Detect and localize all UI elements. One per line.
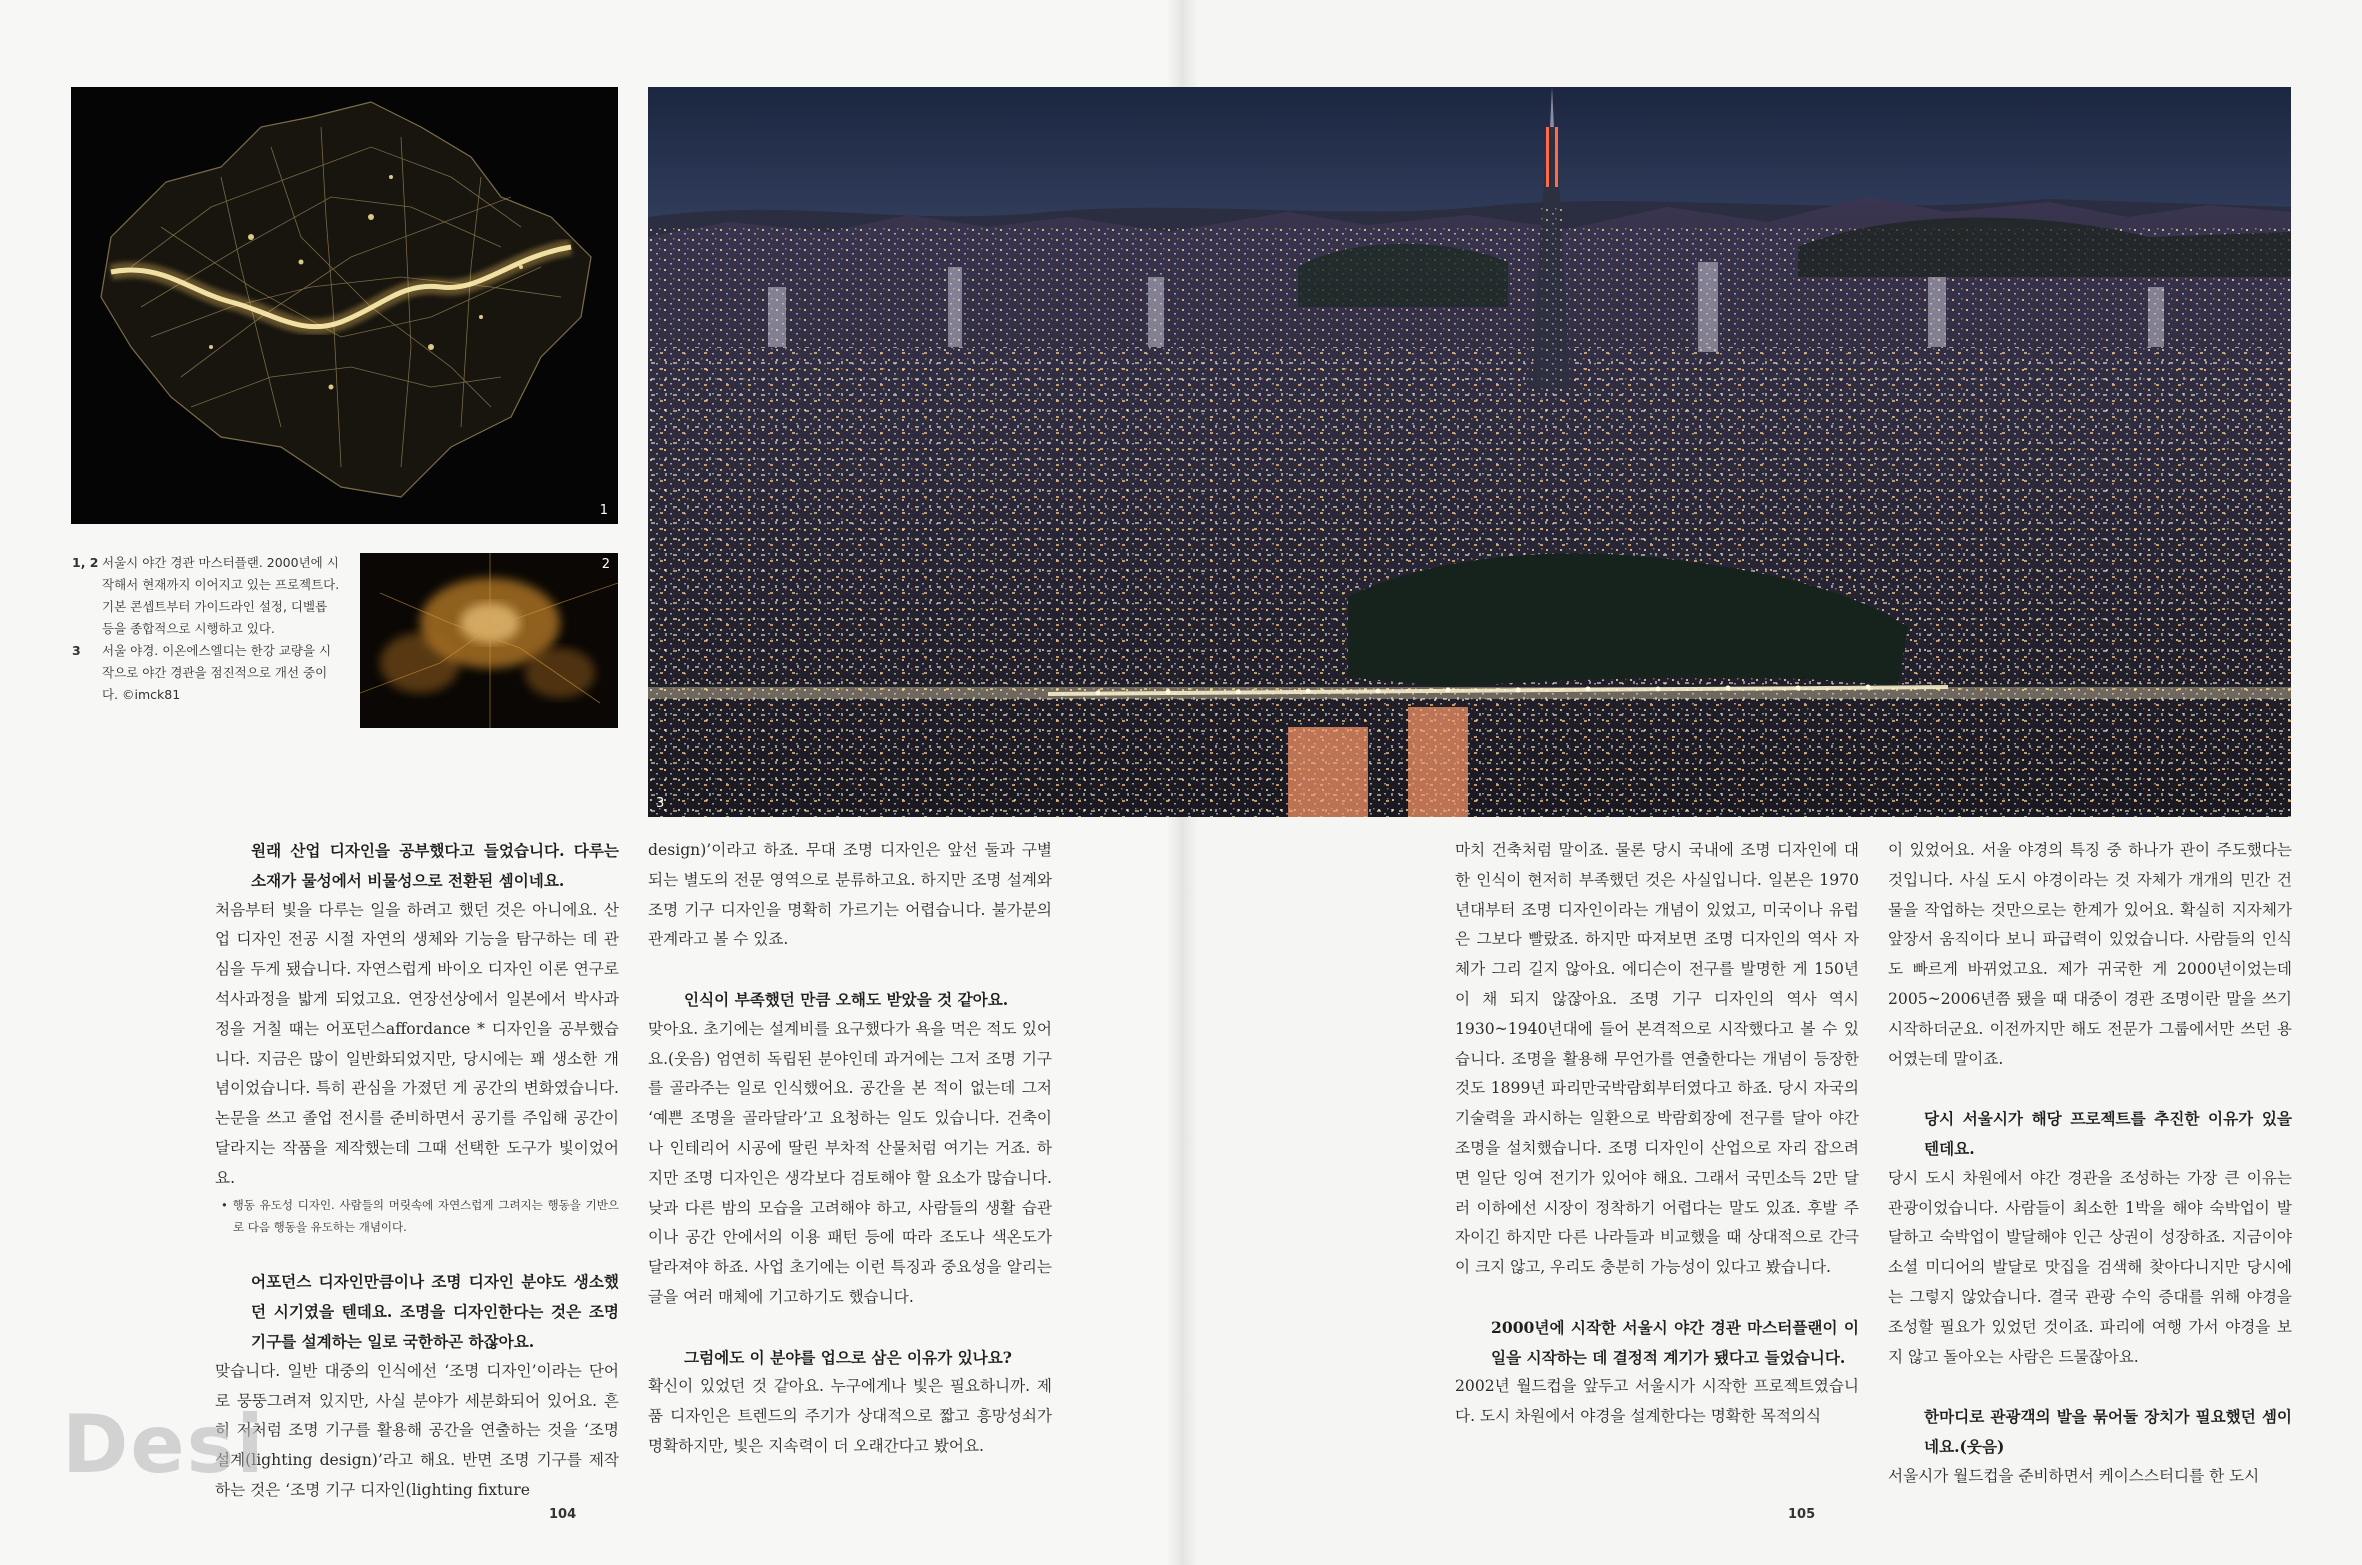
interview-question: 2000년에 시작한 서울시 야간 경관 마스터플랜이 이 일을 시작하는 데 결정적 계기가 됐다고 들었습니다.: [1491, 1317, 1859, 1367]
image-number-2: 2: [601, 557, 610, 572]
interview-answer: 맞습니다. 일반 대중의 인식에선 ‘조명 디자인’이라는 단어로 뭉뚱그려져 있지만, 사실 분야가 세분화되어 있어요. 흔히 저처럼 조명 기구를 활용해 공간을 연출하는 것을 ‘조명 설계(lighting design)’라고 해요. 반면 조명 기구를 제작하는 것은 ‘조명 기구 디자인(lighting fixture: [215, 1361, 619, 1499]
interview-question: 한마디로 관광객의 발을 묶어둘 장치가 필요했던 셈이네요.(웃음): [1924, 1407, 2292, 1456]
right-page-column-1: [1455, 836, 1859, 1432]
interview-answer: 맞아요. 초기에는 설계비를 요구했다가 욕을 먹은 적도 있어요.(웃음) 엄연히 독립된 분야인데 과거에는 그저 조명 기구를 골라주는 일로 인식했어요. 공간을 본 적이 없는데 그저 ‘예쁜 조명을 골라달라’고 요청하는 일도 있습니다. 건축이나 인테리어 시공에 딸린 부차적 산물처럼 여기는 거죠. 하지만 조명 디자인은 생각보다 검토해야 할 요소가 많습니다. 낮과 다른 밤의 모습을 고려해야 하고, 사람들의 생활 습관이나 공간 안에서의 이용 패턴 등에 따라 조도나 색온도가 달라져야 하죠. 사업 초기에는 이런 특징과 중요성을 알리는 글을 여러 매체에 기고하기도 했습니다.: [648, 1019, 1052, 1306]
interview-answer: 처음부터 빛을 다루는 일을 하려고 했던 것은 아니에요. 산업 디자인 전공 시절 자연의 생체와 기능을 탐구하는 데 관심을 두게 됐습니다. 자연스럽게 바이오 디자인 이론 연구로 석사과정을 밟게 되었고요. 연장선상에서 일본에서 박사과정을 거칠 때는 어포던스affordance * 디자인을 공부했습니다. 지금은 많이 일반화되었지만, 당시에는 꽤 생소한 개념이었습니다. 특히 관심을 가졌던 게 공간의 변화였습니다. 논문을 쓰고 졸업 전시를 준비하면서 공기를 주입해 공간이 달라지는 작품을 제작했는데 그때 선택한 도구가 빛이었어요.: [215, 900, 619, 1187]
interview-question: 그럼에도 이 분야를 업으로 삼은 이유가 있나요?: [684, 1347, 1012, 1367]
cityscape-graphic: [648, 87, 2291, 817]
interview-question: 당시 서울시가 해당 프로젝트를 추진한 이유가 있을 텐데요.: [1924, 1109, 2292, 1158]
satellite-night-graphic: [360, 553, 618, 728]
caption-text: 서울 야경. 이온에스엘디는 한강 교량을 시작으로 야간 경관을 점진적으로 개선 중이다. ©imck81: [102, 643, 332, 702]
caption-number: 3: [72, 643, 81, 658]
interview-answer: 2002년 월드컵을 앞두고 서울시가 시작한 프로젝트였습니다. 도시 차원에서 야경을 설계한다는 명확한 목적의식: [1455, 1377, 1859, 1426]
caption-text: 서울시 야간 경관 마스터플랜. 2000년에 시작해서 현재까지 이어지고 있는 프로젝트다. 기본 콘셉트부터 가이드라인 설정, 디벨롭 등을 종합적으로 시행하고 있다.: [102, 555, 340, 636]
caption-item: [72, 552, 342, 640]
footnote: • 행동 유도성 디자인. 사람들의 머릿속에 자연스럽게 그려지는 행동을 기반으로 다음 행동을 유도하는 개념이다.: [221, 1197, 619, 1234]
image-caption: [72, 552, 342, 706]
page-number-left: 104: [549, 1507, 577, 1522]
seoul-satellite-night-image: [360, 553, 618, 728]
interview-question: 어포던스 디자인만큼이나 조명 디자인 분야도 생소했던 시기였을 텐데요. 조명을 디자인한다는 것은 조명 기구를 설계하는 일로 국한하곤 하잖아요.: [251, 1272, 619, 1351]
caption-number: 1, 2: [72, 555, 99, 570]
interview-answer: 서울시가 월드컵을 준비하면서 케이스스터디를 한 도시: [1888, 1466, 2260, 1485]
page-number-right: 105: [1788, 1507, 1816, 1522]
left-page-column-2: [648, 836, 1052, 1462]
caption-item: [72, 640, 342, 706]
watermark-logo: Desi: [62, 1398, 266, 1491]
image-number-3: 3: [656, 796, 665, 811]
seoul-night-cityscape-photo: [648, 87, 2291, 817]
interview-answer: 마치 건축처럼 말이죠. 물론 당시 국내에 조명 디자인에 대한 인식이 현저히 부족했던 것은 사실입니다. 일본은 1970년대부터 조명 디자인이라는 개념이 있었고, 미국이나 유럽은 그보다 빨랐죠. 하지만 따져보면 조명 디자인의 역사 자체가 그리 길지 않아요. 에디슨이 전구를 발명한 게 150년이 채 되지 않잖아요. 조명 기구 디자인의 역사 역시 1930~1940년대에 들어 본격적으로 시작했다고 볼 수 있습니다. 조명을 활용해 무언가를 연출한다는 개념이 등장한 것도 1899년 파리만국박람회부터였다고 하죠. 당시 자국의 기술력을 과시하는 일환으로 박람회장에 전구를 달아 야간 조명을 설치했습니다. 조명 디자인이 산업으로 자리 잡으려면 일단 잉여 전기가 있어야 해요. 그래서 국민소득 2만 달러 이하에선 시장이 정착하기 어렵다는 말도 있죠. 후발 주자이긴 하지만 다른 나라들과 비교했을 때 상대적으로 간극이 크지 않고, 우리도 충분히 가능성이 있다고 봤습니다.: [1455, 841, 1859, 1277]
interview-answer: 확신이 있었던 것 같아요. 누구에게나 빛은 필요하니까. 제품 디자인은 트렌드의 주기가 상대적으로 짧고 흥망성쇠가 명확하지만, 빛은 지속력이 더 오래간다고 봤어요.: [648, 1377, 1052, 1455]
left-page-column-1: [215, 836, 619, 1506]
interview-answer: design)’이라고 하죠. 무대 조명 디자인은 앞선 둘과 구별되는 별도의 전문 영역으로 분류하고요. 하지만 조명 설계와 조명 기구 디자인을 명확히 가르기는 어렵습니다. 불가분의 관계라고 볼 수 있죠.: [648, 841, 1052, 949]
interview-question: 원래 산업 디자인을 공부했다고 들었습니다. 다루는 소재가 물성에서 비물성으로 전환된 셈이네요.: [251, 841, 619, 890]
seoul-light-map-graphic: [71, 87, 618, 524]
image-number-1: 1: [599, 503, 608, 518]
right-page-column-2: [1888, 836, 2292, 1492]
interview-answer: 당시 도시 차원에서 야간 경관을 조성하는 가장 큰 이유는 관광이었습니다. 사람들이 최소한 1박을 해야 숙박업이 발달하고 숙박업이 발달해야 인근 상권이 성장하죠. 지금이야 소셜 미디어의 발달로 맛집을 검색해 찾아다니지만 당시에는 그렇지 않았습니다. 결국 관광 수익 증대를 위해 야경을 조성할 필요가 있었던 것이죠. 파리에 여행 가서 야경을 보지 않고 돌아오는 사람은 드물잖아요.: [1888, 1168, 2292, 1366]
seoul-light-map-image: [71, 87, 618, 524]
interview-question: 인식이 부족했던 만큼 오해도 받았을 것 같아요.: [684, 989, 1009, 1009]
interview-answer: 이 있었어요. 서울 야경의 특징 중 하나가 관이 주도했다는 것입니다. 사실 도시 야경이라는 것 자체가 개개의 민간 건물을 작업하는 것만으로는 한계가 있어요. 확실히 지자체가 앞장서 움직이다 보니 파급력이 있었습니다. 사람들의 인식도 빠르게 바뀌었고요. 제가 귀국한 게 2000년이었는데 2005~2006년쯤 됐을 때 대중이 경관 조명이란 말을 쓰기 시작하더군요. 이전까지만 해도 전문가 그룹에서만 쓰던 용어였는데 말이죠.: [1888, 841, 2292, 1068]
